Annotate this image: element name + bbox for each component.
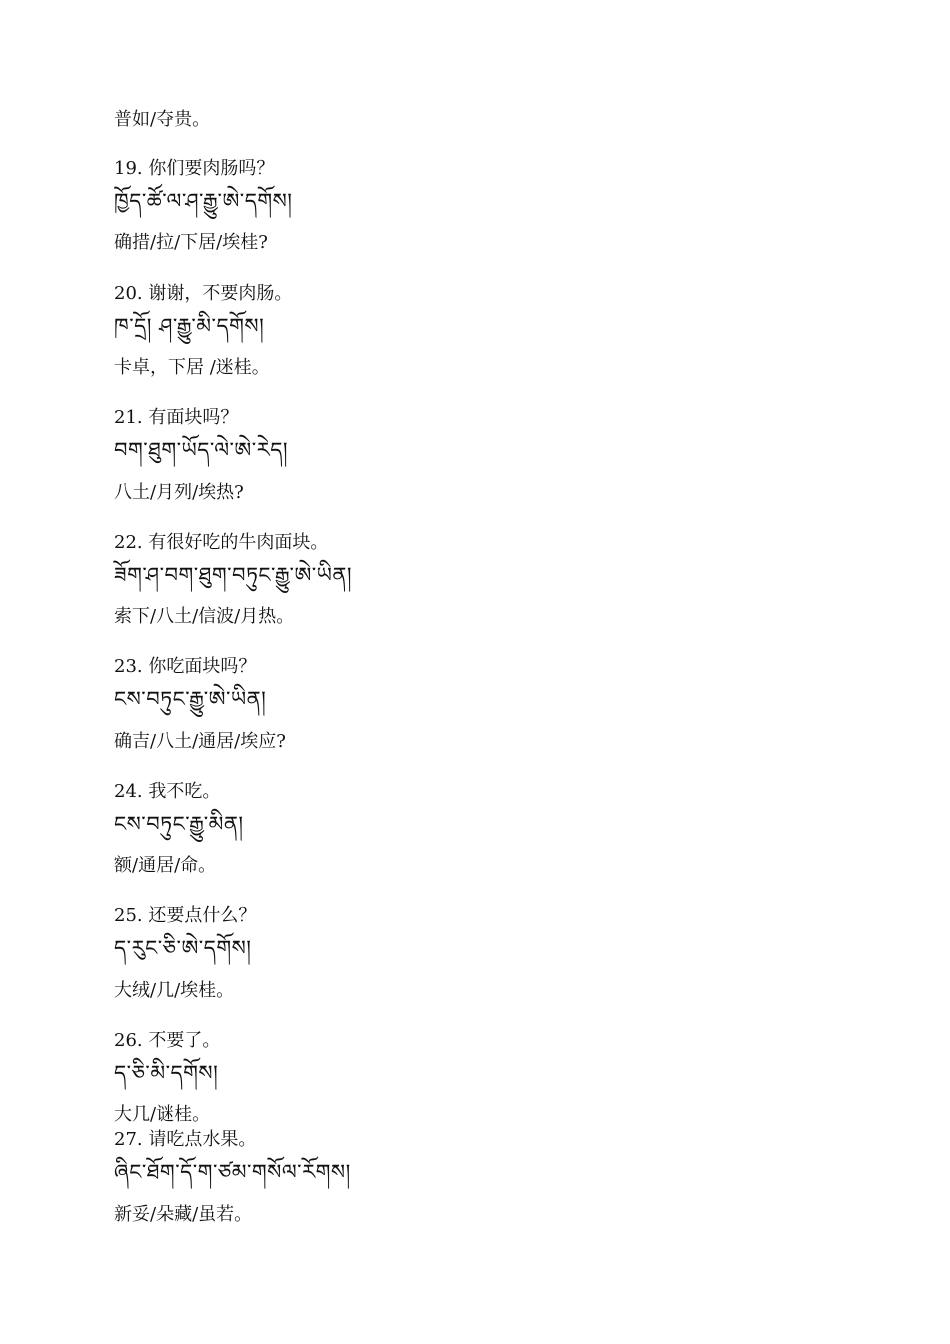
pronunciation-line: 大几/谜桂。 <box>114 1104 211 1125</box>
tibetan-sentence: ཞིང་ཐོག་དོ་ག་ཙམ་གསོལ་རོགས། <box>114 1160 351 1184</box>
pronunciation-line: 额/通居/命。 <box>114 855 217 876</box>
chinese-sentence: 20. 谢谢，不要肉肠。 <box>114 283 293 304</box>
chinese-sentence: 25. 还要点什么？ <box>114 905 257 926</box>
tibetan-sentence: ཟོག་ཤ་བག་ཐུག་བཏུང་རྒྱུ་ཨེ་ཡིན། <box>114 563 353 587</box>
chinese-sentence: 27. 请吃点水果。 <box>114 1129 257 1150</box>
pronunciation-line: 确措/拉/下居/埃桂? <box>114 232 268 253</box>
tibetan-sentence: ཁྱོད་ཚོ་ལ་ཤ་རྒྱུ་ཨེ་དགོས། <box>114 189 293 213</box>
pronunciation-line: 索下/八土/信波/月热。 <box>114 606 295 627</box>
pronunciation-line: 新妥/朵藏/虽若。 <box>114 1204 253 1225</box>
tibetan-sentence: ད་ཅི་མི་དགོས། <box>114 1061 219 1085</box>
pronunciation-line: 大绒/几/埃桂。 <box>114 980 235 1001</box>
tibetan-sentence: ད་རུང་ཅི་ཨེ་དགོས། <box>114 936 252 960</box>
chinese-sentence: 21. 有面块吗？ <box>114 407 239 428</box>
tibetan-sentence: ཁ་དྲོ། ཤ་རྒྱུ་མི་དགོས། <box>114 314 265 338</box>
tibetan-sentence: ངས་བཏུང་རྒྱུ་ཨེ་ཡིན། <box>114 687 267 711</box>
tibetan-sentence: བག་ཐུག་ཡོད་ལེ་ཨེ་རེད། <box>114 438 289 462</box>
chinese-sentence: 22. 有很好吃的牛肉面块。 <box>114 532 329 553</box>
chinese-sentence: 19. 你们要肉肠吗？ <box>114 158 275 179</box>
tibetan-sentence: ངས་བཏུང་རྒྱུ་མིན། <box>114 812 244 836</box>
chinese-sentence: 23. 你吃面块吗？ <box>114 656 257 677</box>
pronunciation-line: 确吉/八土/通居/埃应? <box>114 731 286 752</box>
chinese-sentence: 26. 不要了。 <box>114 1030 221 1051</box>
chinese-sentence: 24. 我不吃。 <box>114 781 221 802</box>
pronunciation-line: 普如/夺贵。 <box>114 109 211 130</box>
pronunciation-line: 八土/月列/埃热? <box>114 482 244 503</box>
pronunciation-line: 卡卓，下居 /迷桂。 <box>114 357 270 378</box>
